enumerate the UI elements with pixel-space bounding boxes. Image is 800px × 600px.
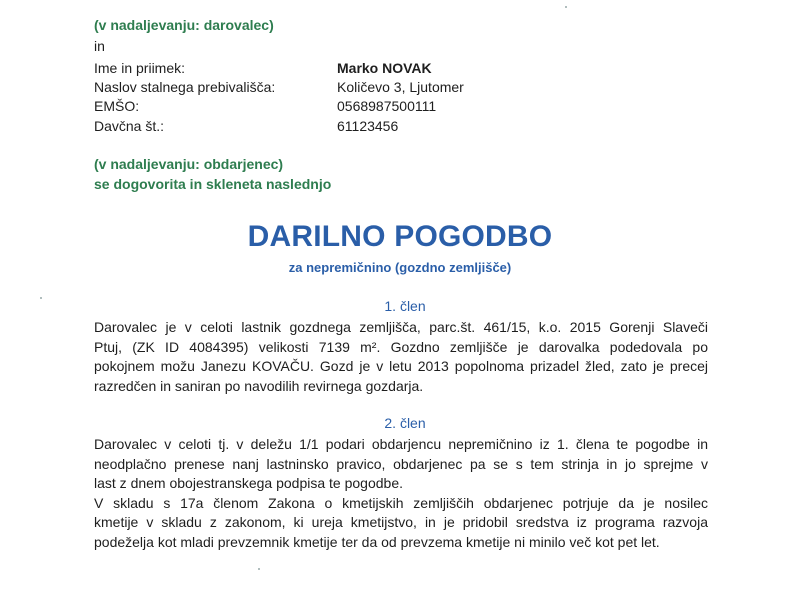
article-2-heading: 2. člen [384,415,426,431]
article-2-line: V skladu s 17a členom Zakona o kmetijskih zemljiščih obdarjenec potrjuje da je nosilec [94,494,708,511]
in-conjunction: in [94,38,105,54]
address-value: Količevo 3, Ljutomer [337,79,464,95]
obdarjenec-note: (v nadaljevanju: obdarjenec) [94,156,284,172]
tax-label: Davčna št.: [94,118,165,134]
document-title: DARILNO POGODBO [247,220,553,253]
emso-label: EMŠO: [94,98,140,114]
agreement-line: se dogovorita in skleneta naslednjo [94,176,332,192]
article-2-line: kmetije v skladu z zakonom, ki ureja kmetijstvo, in je pridobil sredstva iz programa razvoja [94,514,708,530]
article-2-line: Darovalec v celoti tj. v deležu 1/1 podari obdarjencu nepremičnino iz 1. člena te pogodbe in [94,436,708,452]
article-1-line: razredčen in saniran po navodilih revirnega gozdarja. [94,377,424,394]
address-label: Naslov stalnega prebivališča: [94,79,276,95]
tax-value: 61123456 [337,118,399,134]
article-1-line: Ptuj, (ZK ID 4084395) velikosti 7139 m². Gozdno zemljišče je darovalka podedovala po [94,338,708,355]
article-2-line: podeželja kot mladi prevzemnik kmetije ter da od prevzema kmetije ni minilo več kot pet let. [94,533,660,550]
article-1-heading: 1. člen [384,298,426,314]
emso-value: 0568987500111 [337,98,437,114]
article-1-body [94,318,708,396]
article-2-line: last z dnem obojestranskega podpisa te pogodbe. [94,475,403,491]
article-1-line: Darovalec je v celoti lastnik gozdnega zemljišča, parc.št. 461/15, k.o. 2015 Gorenji Slaveči [94,319,708,335]
article-2-body [94,435,708,552]
article-1-line: pokojnem možu Janezu KOVAČU. Gozd je v letu 2013 popolnoma prizadel žled, zato je precej [94,358,708,374]
article-2-line: neodplačno prenese nanj lastninsko pravico, obdarjenec pa se s tem strinja in jo sprejme v [94,455,708,472]
scan-speck [258,568,260,570]
name-value: Marko NOVAK [337,60,432,76]
darovalec-note: (v nadaljevanju: darovalec) [94,17,274,33]
name-label: Ime in priimek: [94,60,186,76]
scan-speck [565,6,567,8]
document-subtitle: za nepremičnino (gozdno zemljišče) [288,260,512,275]
scan-speck [40,297,42,299]
